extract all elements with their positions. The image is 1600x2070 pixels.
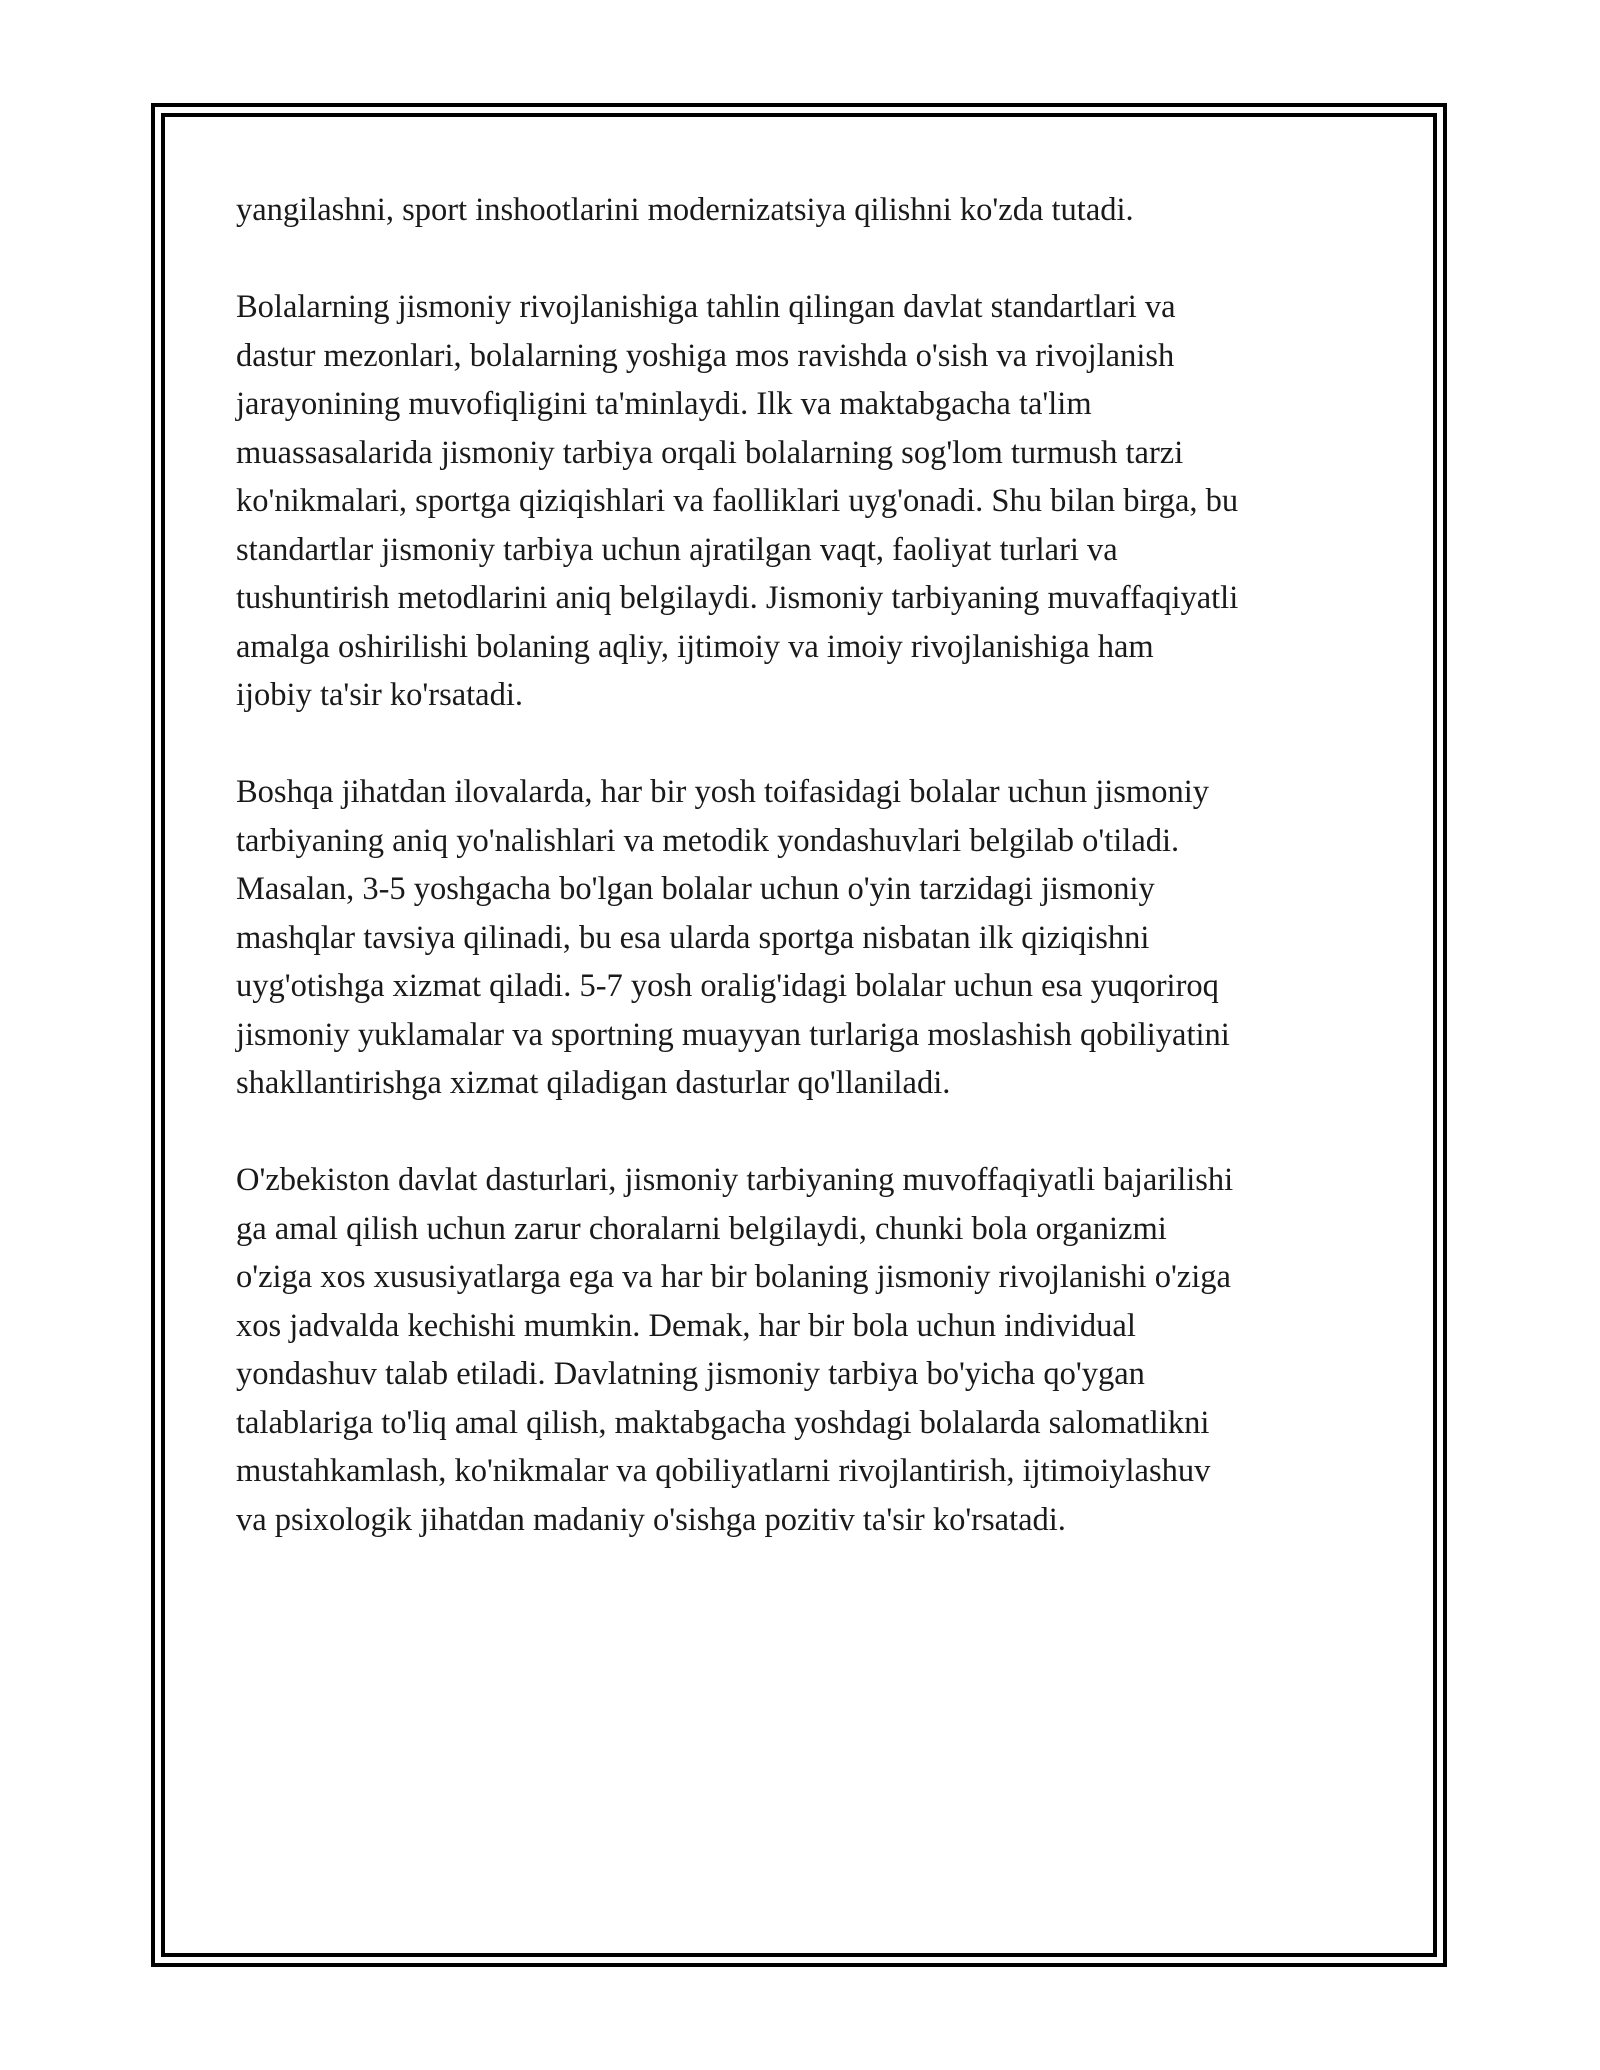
text-line: yondashuv talab etiladi. Davlatning jismoniy tarbiya bo'yicha qo'ygan [236, 1356, 1145, 1392]
text-line: tarbiyaning aniq yo'nalishlari va metodik yondashuvlari belgilab o'tiladi. [236, 822, 1180, 859]
text-line: yangilashni, sport inshootlarini modernizatsiya qilishni ko'zda tutadi. [236, 192, 1134, 228]
text-line: shakllantirishga xizmat qiladigan dasturlar qo'llaniladi. [236, 1065, 951, 1101]
text-line: tushuntirish metodlarini aniq belgilaydi. Jismoniy tarbiyaning muvaffaqiyatli [236, 580, 1239, 616]
text-line: o'ziga xos xususiyatlarga ega va har bir bolaning jismoniy rivojlanishi o'ziga [236, 1259, 1231, 1295]
text-line: jismoniy yuklamalar va sportning muayyan turlariga moslashish qobiliyatini [236, 1016, 1230, 1053]
document-body [236, 186, 1376, 1593]
text-line: amalga oshirilishi bolaning aqliy, ijtimoiy va imoiy rivojlanishiga ham [236, 628, 1154, 665]
text-line: Masalan, 3-5 yoshgacha bo'lgan bolalar uchun o'yin tarzidagi jismoniy [236, 871, 1155, 907]
paragraph-1 [236, 186, 1376, 235]
text-line: standartlar jismoniy tarbiya uchun ajratilgan vaqt, faoliyat turlari va [236, 531, 1118, 568]
text-line: xos jadvalda kechishi mumkin. Demak, har bir bola uchun individual [236, 1307, 1136, 1344]
text-line: mashqlar tavsiya qilinadi, bu esa ularda sportga nisbatan ilk qiziqishni [236, 919, 1150, 956]
text-line: mustahkamlash, ko'nikmalar va qobiliyatlarni rivojlantirish, ijtimoiylashuv [236, 1453, 1211, 1489]
paragraph-2 [236, 283, 1376, 720]
text-line: uyg'otishga xizmat qiladi. 5-7 yosh oralig'idagi bolalar uchun esa yuqoriroq [236, 968, 1219, 1004]
text-line: dastur mezonlari, bolalarning yoshiga mos ravishda o'sish va rivojlanish [236, 337, 1175, 374]
paragraph-4 [236, 1156, 1376, 1544]
paragraph-3 [236, 768, 1376, 1108]
text-line: O'zbekiston davlat dasturlari, jismoniy tarbiyaning muvoffaqiyatli bajarilishi [236, 1162, 1234, 1198]
text-line: ijobiy ta'sir ko'rsatadi. [236, 677, 524, 713]
text-line: ga amal qilish uchun zarur choralarni belgilaydi, chunki bola organizmi [236, 1210, 1167, 1247]
text-line: Bolalarning jismoniy rivojlanishiga tahlin qilingan davlat standartlari va [236, 289, 1176, 325]
text-line: va psixologik jihatdan madaniy o'sishga pozitiv ta'sir ko'rsatadi. [236, 1501, 1066, 1538]
text-line: jarayonining muvofiqligini ta'minlaydi. Ilk va maktabgacha ta'lim [236, 386, 1092, 422]
text-line: muassasalarida jismoniy tarbiya orqali bolalarning sog'lom turmush tarzi [236, 434, 1184, 471]
text-line: Boshqa jihatdan ilovalarda, har bir yosh toifasidagi bolalar uchun jismoniy [236, 774, 1209, 810]
text-line: talablariga to'liq amal qilish, maktabgacha yoshdagi bolalarda salomatlikni [236, 1404, 1210, 1441]
text-line: ko'nikmalari, sportga qiziqishlari va faolliklari uyg'onadi. Shu bilan birga, bu [236, 483, 1239, 519]
